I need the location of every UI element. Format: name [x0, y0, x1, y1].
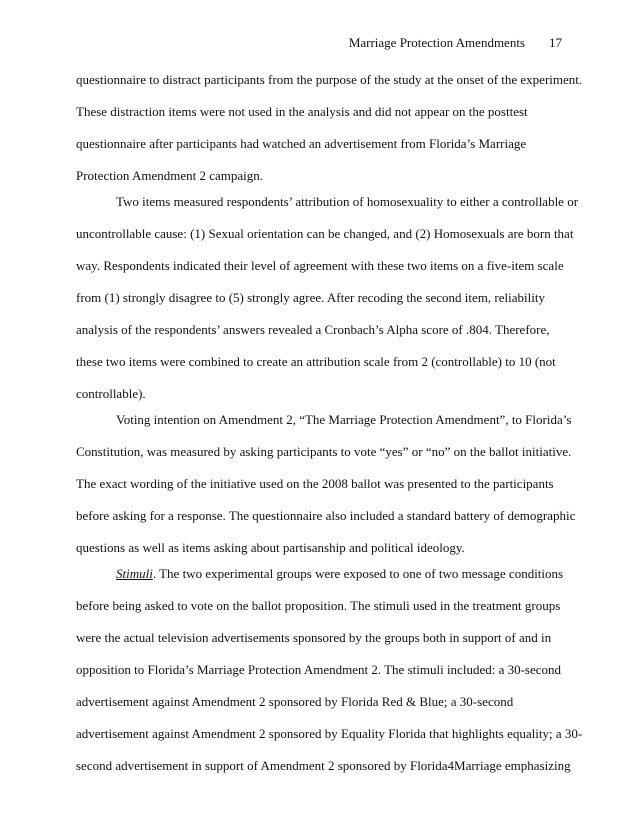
text-line: way. Respondents indicated their level of agreement with these two items on a five-item scale	[76, 258, 564, 273]
text-line: before being asked to vote on the ballot proposition. The stimuli used in the treatment groups	[76, 598, 561, 613]
period: .	[152, 566, 160, 581]
text-line: opposition to Florida’s Marriage Protection Amendment 2. The stimuli included: a 30-second	[76, 662, 562, 677]
text-line: questionnaire after participants had watched an advertisement from Florida’s Marriage	[76, 136, 527, 151]
text-line: were the actual television advertisements sponsored by the groups both in support of and in	[76, 630, 552, 645]
text-line: advertisement against Amendment 2 sponsored by Florida Red & Blue; a 30-second	[76, 694, 514, 709]
text-line: Protection Amendment 2 campaign.	[76, 168, 264, 183]
paragraph-start-line: Two items measured respondents’ attribution of homosexuality to either a controllable or	[116, 194, 579, 209]
text-line: The exact wording of the initiative used on the 2008 ballot was presented to the participants	[76, 476, 554, 491]
paragraph-start-line	[116, 566, 563, 582]
text-line: analysis of the respondents’ answers revealed a Cronbach’s Alpha score of .804. Therefore,	[76, 322, 550, 337]
text-line: These distraction items were not used in the analysis and did not appear on the posttest	[76, 104, 528, 119]
text-line: these two items were combined to create an attribution scale from 2 (controllable) to 10 (not	[76, 354, 556, 369]
stimuli-heading: Stimuli	[116, 566, 153, 581]
text-line: advertisement against Amendment 2 sponsored by Equality Florida that highlights equality; a 30-	[76, 726, 583, 741]
running-head-title: Marriage Protection Amendments	[348, 35, 525, 50]
text-line: controllable).	[76, 386, 146, 401]
page-number: 17	[549, 35, 562, 50]
text-line: second advertisement in support of Amendment 2 sponsored by Florida4Marriage emphasizing	[76, 758, 571, 773]
paragraph-start-line: Voting intention on Amendment 2, “The Marriage Protection Amendment”, to Florida’s	[116, 412, 572, 427]
running-header	[349, 35, 562, 51]
text-line: Constitution, was measured by asking participants to vote “yes” or “no” on the ballot initiative.	[76, 444, 572, 459]
text-line: questions as well as items asking about partisanship and political ideology.	[76, 540, 465, 555]
text-line: uncontrollable cause: (1) Sexual orientation can be changed, and (2) Homosexuals are born that	[76, 226, 574, 241]
text-line: questionnaire to distract participants from the purpose of the study at the onset of the experiment.	[76, 72, 583, 87]
text-line: before asking for a response. The questionnaire also included a standard battery of demographic	[76, 508, 576, 523]
text-line: The two experimental groups were exposed to one of two message conditions	[159, 566, 564, 581]
text-line: from (1) strongly disagree to (5) strongly agree. After recoding the second item, reliability	[76, 290, 545, 305]
